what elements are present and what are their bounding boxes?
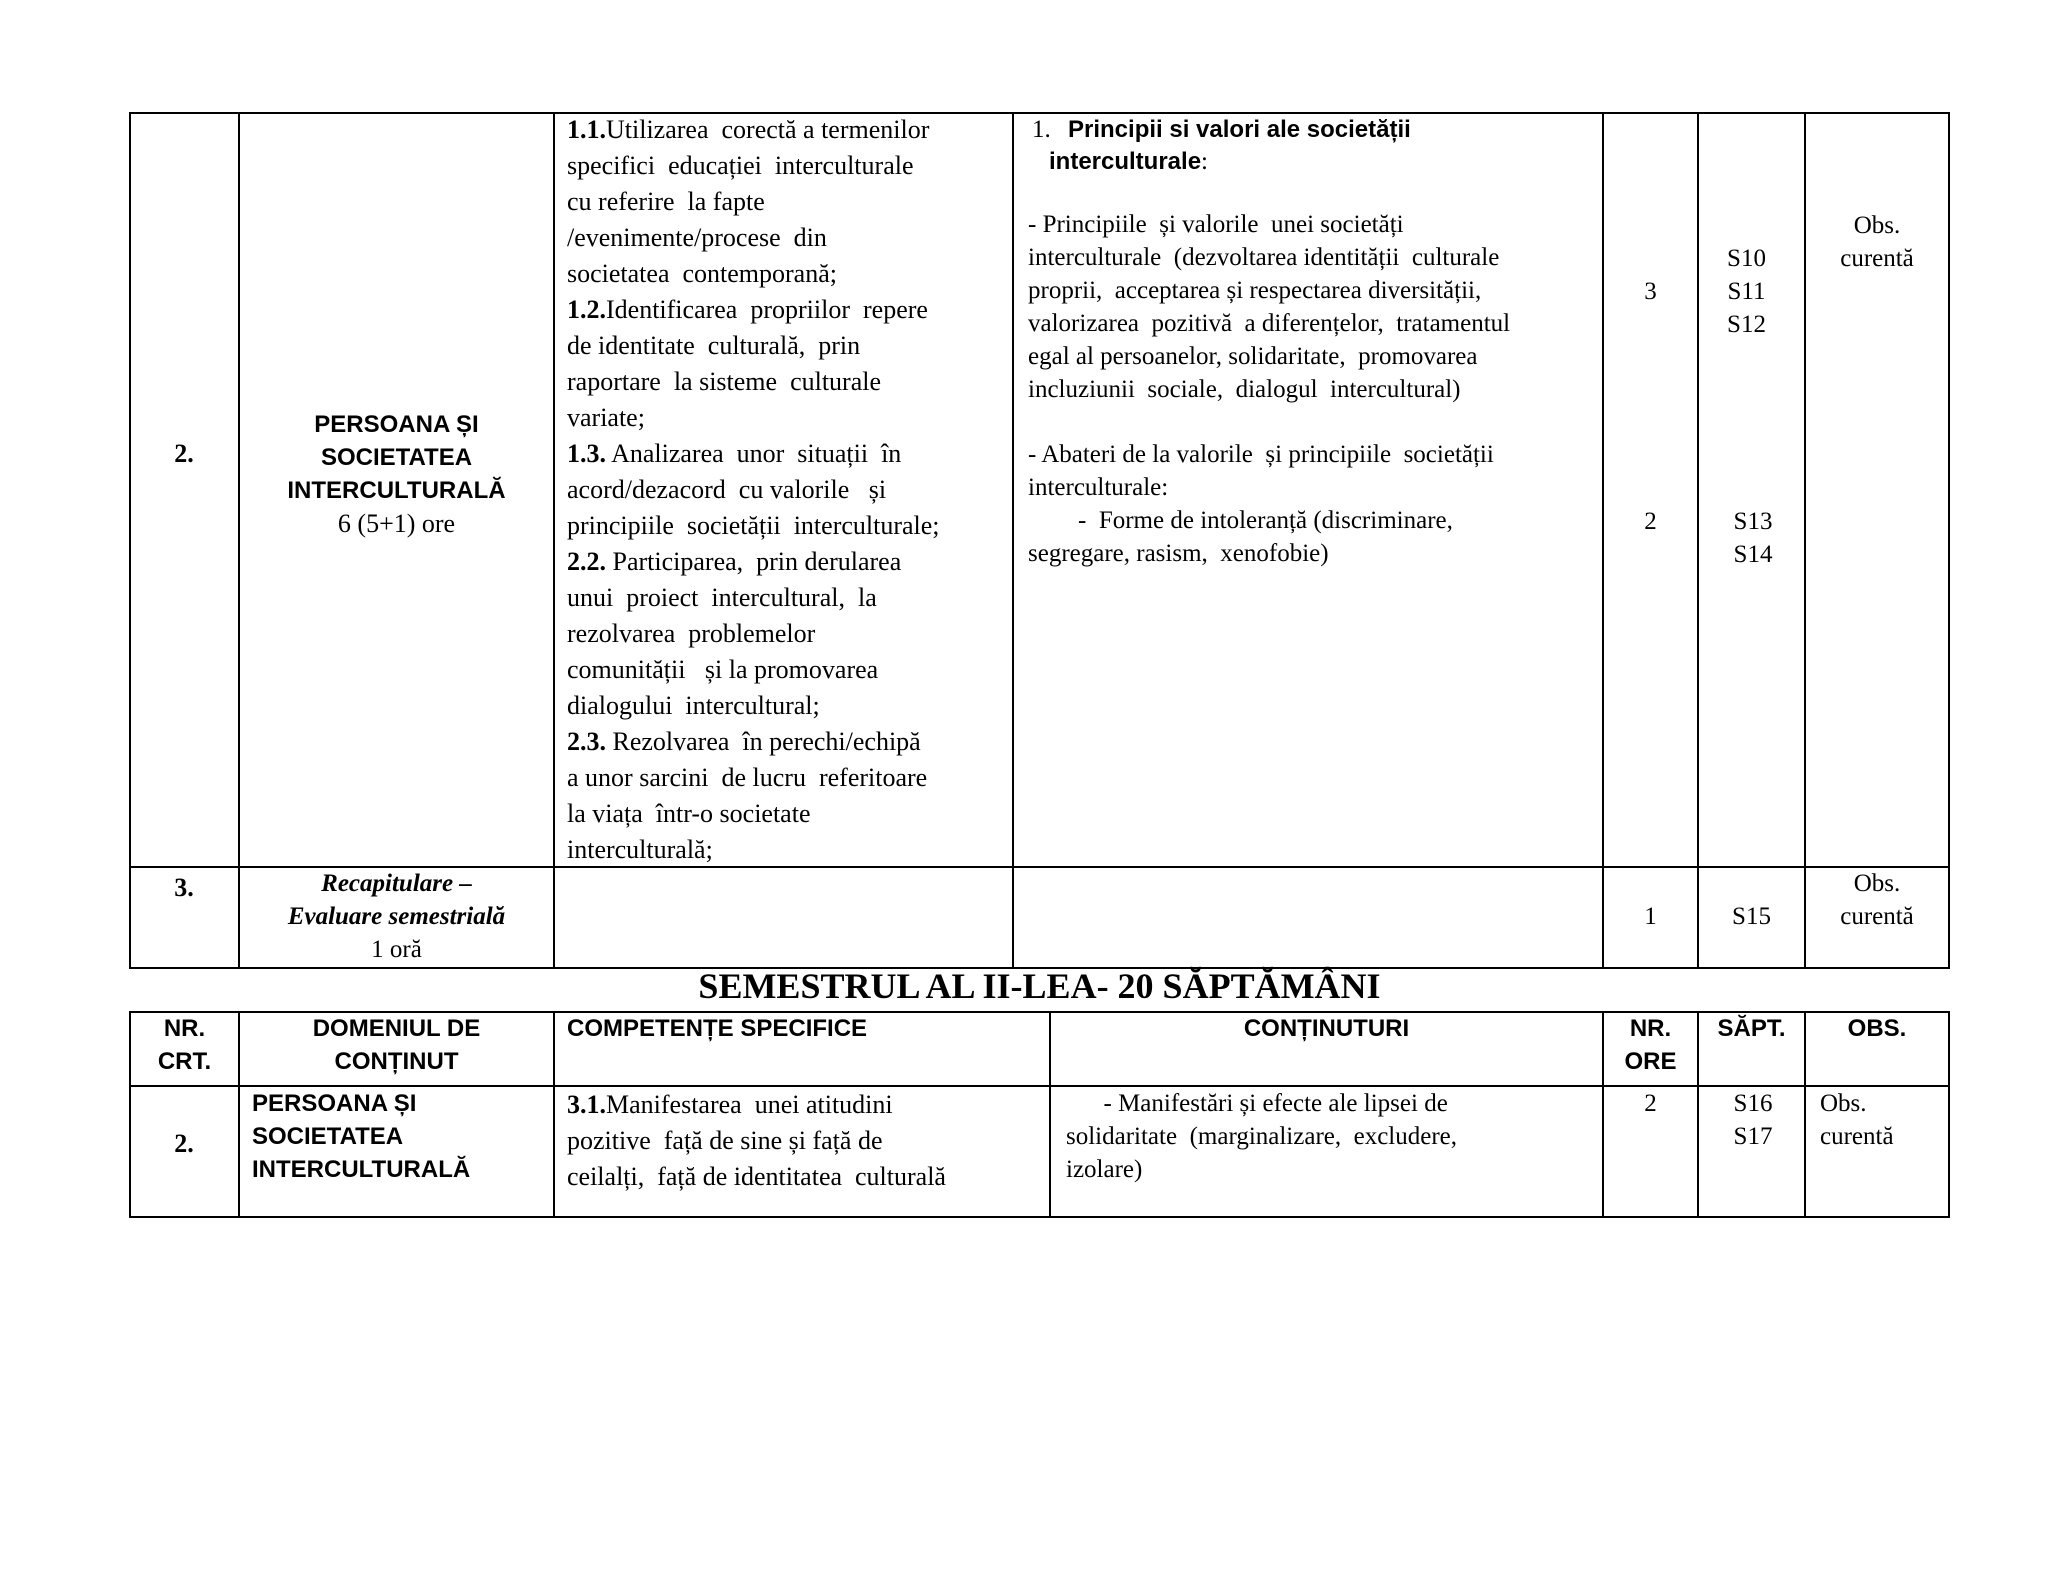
competence-line: comunității și la promovarea xyxy=(567,655,879,684)
obs-line: Obs. xyxy=(1853,212,1901,239)
competences-cell xyxy=(567,1087,946,1195)
header-ore xyxy=(1604,1012,1697,1078)
competences-cell xyxy=(567,112,940,868)
content-line: - Manifestări și efecte ale lipsei de xyxy=(1066,1090,1448,1117)
content-heading: Principii si valori ale societății xyxy=(1068,116,1411,143)
domain-hours: 1 oră xyxy=(371,936,422,963)
competence-line: dialogului intercultural; xyxy=(567,691,820,720)
week-label: S10 xyxy=(1727,245,1766,272)
competence-line: 1.3. Analizarea unor situații în xyxy=(567,439,902,468)
header-line: NR. xyxy=(1629,1015,1672,1042)
content-line: segregare, rasism, xenofobie) xyxy=(1028,540,1329,567)
obs-line: curentă xyxy=(1820,1123,1894,1150)
observations xyxy=(1806,867,1948,933)
competence-line: 1.1.Utilizarea corectă a termenilor xyxy=(567,115,930,144)
row-number: 2. xyxy=(174,1129,194,1158)
semester-title: SEMESTRUL AL II-LEA- 20 SĂPTĂMÂNI xyxy=(698,966,1381,1006)
hours-value: 1 xyxy=(1644,903,1657,930)
week-label: S14 xyxy=(1733,541,1773,568)
domain-line: PERSOANA ȘI xyxy=(314,411,479,438)
content-line: incluziunii sociale, dialogul intercultural) xyxy=(1028,376,1461,403)
row-number: 2. xyxy=(174,439,194,468)
week-label: S15 xyxy=(1732,903,1771,930)
competence-line: 2.3. Rezolvarea în perechi/echipă xyxy=(567,727,921,756)
domain-line: Recapitulare – xyxy=(321,870,472,897)
row-number: 3. xyxy=(174,873,194,902)
content-line: proprii, acceptarea și respectarea diversității, xyxy=(1028,277,1482,304)
competence-line: variate; xyxy=(567,403,645,432)
content-line: - Forme de intoleranță (discriminare, xyxy=(1028,507,1453,534)
obs-line: curentă xyxy=(1840,245,1914,272)
week-label: S12 xyxy=(1727,311,1766,338)
competence-line: a unor sarcini de lucru referitoare xyxy=(567,763,928,792)
header-competences: COMPETENȚE SPECIFICE xyxy=(567,1015,868,1042)
header-sapt: SĂPT. xyxy=(1717,1015,1786,1042)
header-line: DOMENIUL DE xyxy=(312,1015,481,1042)
competence-line: pozitive față de sine și față de xyxy=(567,1126,883,1155)
week-label: S17 xyxy=(1733,1123,1773,1150)
competence-line: ceilalți, față de identitatea culturală xyxy=(567,1162,946,1191)
content-line: - Abateri de la valorile și principiile societății xyxy=(1028,441,1494,468)
header-obs: OBS. xyxy=(1847,1015,1907,1042)
header-domain xyxy=(240,1012,553,1078)
competence-line: la viața într-o societate xyxy=(567,799,811,828)
hours-value: 2 xyxy=(1644,508,1657,535)
week-label: S13 xyxy=(1733,508,1773,535)
weeks-group xyxy=(1699,1087,1807,1153)
domain-cell xyxy=(240,408,553,540)
domain-line: SOCIETATEA xyxy=(252,1123,404,1150)
content-heading-number: 1. xyxy=(1032,116,1051,143)
competence-line: societatea contemporană; xyxy=(567,259,837,288)
domain-cell xyxy=(252,1087,470,1186)
content-line: valorizarea pozitivă a diferențelor, tratamentul xyxy=(1028,310,1511,337)
competence-line: 1.2.Identificarea propriilor repere xyxy=(567,295,928,324)
header-line: CRT. xyxy=(157,1048,212,1075)
competence-line: unui proiect intercultural, la xyxy=(567,583,877,612)
content-line: interculturale: xyxy=(1028,474,1169,501)
weeks-group xyxy=(1699,242,1794,341)
domain-line: INTERCULTURALĂ xyxy=(287,477,506,504)
competence-line: 2.2. Participarea, prin derularea xyxy=(567,547,902,576)
obs-line: Obs. xyxy=(1820,1090,1867,1117)
obs-line: curentă xyxy=(1840,903,1914,930)
competence-line: cu referire la fapte xyxy=(567,187,765,216)
hours-value: 3 xyxy=(1644,278,1657,305)
competence-line: 3.1.Manifestarea unei atitudini xyxy=(567,1090,893,1119)
week-label: S11 xyxy=(1727,278,1766,305)
obs-line: Obs. xyxy=(1853,870,1901,897)
competence-line: acord/dezacord cu valorile și xyxy=(567,475,887,504)
competence-line: principiile societății interculturale; xyxy=(567,511,940,540)
domain-line: INTERCULTURALĂ xyxy=(252,1156,471,1183)
week-label: S16 xyxy=(1733,1090,1773,1117)
header-line: ORE xyxy=(1624,1048,1677,1075)
domain-hours: 6 (5+1) ore xyxy=(337,509,456,538)
content-line: interculturale (dezvoltarea identității culturale xyxy=(1028,244,1500,271)
competence-line: /evenimente/procese din xyxy=(567,223,827,252)
domain-cell xyxy=(240,867,553,966)
domain-line: Evaluare semestrială xyxy=(287,903,506,930)
hours-value: 2 xyxy=(1644,1090,1657,1117)
weeks-group xyxy=(1699,505,1807,571)
header-line: CONȚINUT xyxy=(334,1048,459,1075)
header-contents: CONȚINUTURI xyxy=(1243,1015,1410,1042)
content-paragraph-2 xyxy=(1028,438,1494,570)
observations xyxy=(1806,209,1948,275)
domain-line: SOCIETATEA xyxy=(320,444,473,471)
content-line: izolare) xyxy=(1066,1156,1143,1183)
competence-line: raportare la sisteme culturale xyxy=(567,367,882,396)
header-nr-crt xyxy=(131,1012,238,1078)
domain-line: PERSOANA ȘI xyxy=(252,1090,417,1117)
content-paragraph-1 xyxy=(1028,208,1510,406)
header-line: NR. xyxy=(163,1015,206,1042)
content-line: - Principiile și valorile unei societăți xyxy=(1028,211,1404,238)
competence-line: de identitate culturală, prin xyxy=(567,331,861,360)
competence-line: interculturală; xyxy=(567,835,713,864)
competence-line: specifici educației interculturale xyxy=(567,151,914,180)
competence-line: rezolvarea problemelor xyxy=(567,619,816,648)
content-line: solidaritate (marginalizare, excludere, xyxy=(1066,1123,1458,1150)
observations xyxy=(1820,1087,1894,1153)
content-heading-line2: interculturale: xyxy=(1049,148,1208,175)
contents-cell xyxy=(1066,1087,1457,1186)
content-line: egal al persoanelor, solidaritate, promovarea xyxy=(1028,343,1478,370)
